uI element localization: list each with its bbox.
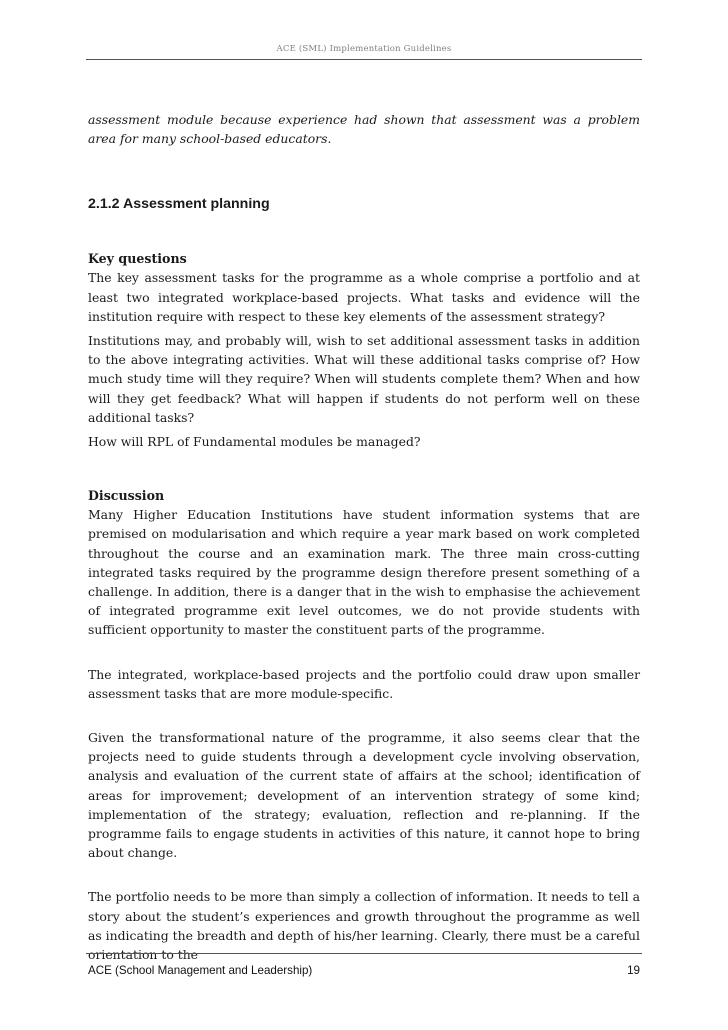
key-questions-paragraph-2: Institutions may, and probably will, wish to set additional assessment tasks in addition to the above integrating activities. What will these additional tasks comprise of? How much study time will they require? When will students complete them? When and how will they get feedback? What will happen if students do not perform well on these additional tasks? bbox=[88, 333, 640, 425]
discussion-paragraph-3: Given the transformational nature of the programme, it also seems clear that the projects need to guide students through a development cycle involving observation, analysis and evaluation of the current state of affairs at the school; identification of areas for improvement; development of an intervention strategy of some kind; implementation of the strategy; evaluation, reflection and re-planning. If the programme fails to engage students in activities of this nature, it cannot hope to bring about change. bbox=[88, 730, 640, 861]
key-questions-paragraph-1: The key assessment tasks for the programme as a whole comprise a portfolio and at least two integrated workplace-based projects. What tasks and evidence will the institution require with respect to these key elements of the assessment strategy? bbox=[88, 270, 640, 324]
page-number: 19 bbox=[627, 964, 640, 977]
discussion-heading: Discussion bbox=[88, 488, 165, 504]
running-header: ACE (SML) Implementation Guidelines bbox=[276, 44, 452, 54]
page-body bbox=[88, 110, 640, 964]
key-questions-heading: Key questions bbox=[88, 251, 187, 267]
discussion-paragraph-2: The integrated, workplace-based projects and the portfolio could draw upon smaller assessment tasks that are more module-specific. bbox=[88, 666, 640, 701]
key-questions-paragraph-3: How will RPL of Fundamental modules be managed? bbox=[88, 434, 421, 450]
footer-document-title: ACE (School Management and Leadership) bbox=[88, 964, 313, 977]
discussion-paragraph-1: Many Higher Education Institutions have student information systems that are premised on modularisation and which require a year mark based on work completed throughout the course and an examination mark. The three main cross-cutting integrated tasks required by the programme design therefore present something of a challenge. In addition, there is a danger that in the wish to emphasise the achievement of integrated programme exit level outcomes, we do not provide students with sufficient opportunity to master the constituent parts of the programme. bbox=[88, 507, 640, 638]
intro-continuation-paragraph: assessment module because experience had shown that assessment was a problem area for many school-based educators. bbox=[88, 112, 640, 147]
section-heading: 2.1.2 Assessment planning bbox=[88, 196, 270, 213]
discussion-paragraph-4: The portfolio needs to be more than simply a collection of information. It needs to tell a story about the student’s experiences and growth throughout the programme as well as indicating the breadth and depth of his/her learning. Clearly, there must be a careful orientation to the bbox=[88, 889, 640, 963]
footer-rule bbox=[86, 953, 642, 954]
header-rule bbox=[86, 59, 642, 60]
